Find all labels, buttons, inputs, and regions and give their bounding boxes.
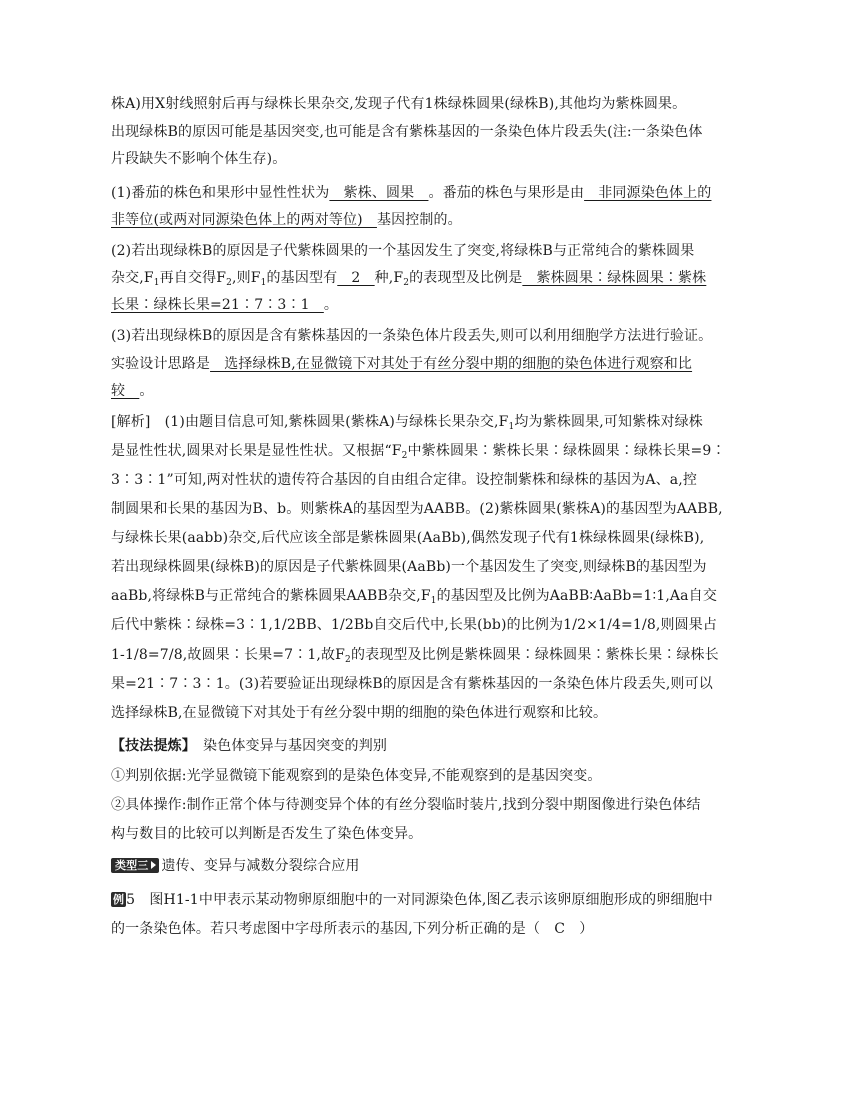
question-2-line: (2)若出现绿株B的原因是子代紫株圆果的一个基因发生了突变,将绿株B与正常纯合的紫株圆果 <box>111 243 695 259</box>
text-line: 株A)用X射线照射后再与绿株长果杂交,发现子代有1株绿株圆果(绿株B),其他均为紫株圆果。 <box>111 96 687 112</box>
question-3-line: 较 。 <box>111 383 154 399</box>
answer-blank: 紫株圆果∶绿株圆果∶紫株 <box>522 270 707 286</box>
tip-heading: 【技法提炼】 染色体变异与基因突变的判别 <box>111 738 388 754</box>
explanation-line: 是显性性状,圆果对长果是显性性状。又根据“$F_2$中紫株圆果∶紫株长果∶绿株圆果∶绿株长果=9∶ <box>111 443 726 461</box>
answer-blank: 非同源染色体上的 <box>584 185 712 201</box>
answer-blank: 2 <box>337 270 375 286</box>
example-line: 例 5 图H1-1中甲表示某动物卵原细胞中的一对同源染色体,图乙表示该卵原细胞形成的卵细胞中 <box>113 892 713 908</box>
type-badge: 类型三 <box>111 858 159 873</box>
question-1-line: (1)番茄的株色和果形中显性性状为 紫株、圆果 。番茄的株色与果形是由 非同源染色体上的 <box>111 185 712 201</box>
answer-blank: 非等位(或两对同源染色体上的两对等位) <box>111 212 377 228</box>
tip-line: ①判别依据:光学显微镜下能观察到的是染色体变异,不能观察到的是基因突变。 <box>111 768 602 784</box>
explanation-line: 后代中紫株∶绿株=3∶1,1/2BB、1/2Bb自交后代中,长果(bb)的比例为1/2×1/4=1/8,则圆果占 <box>111 617 718 633</box>
question-1-line: 非等位(或两对同源染色体上的两对等位) 基因控制的。 <box>111 212 462 228</box>
explanation-line: aaBb,将绿株B与正常纯合的紫株圆果AABB杂交$,F_1$的基因型及比例为AaBB∶AaBb=1∶1,Aa自交 <box>111 588 717 606</box>
text-line: 片段缺失不影响个体生存)。 <box>111 151 287 167</box>
example-badge: 例 <box>113 893 125 906</box>
explanation-line: 选择绿株B,在显微镜下对其处于有丝分裂中期的细胞的染色体进行观察和比较。 <box>111 705 608 721</box>
tip-line: ②具体操作:制作正常个体与待测变异个体的有丝分裂临时装片,找到分裂中期图像进行染色体结 <box>111 797 701 813</box>
text-line: 出现绿株B的原因可能是基因突变,也可能是含有紫株基因的一条染色体片段丢失(注:一条染色体 <box>111 124 703 140</box>
explanation-line: 制圆果和长果的基因为B、b。则紫株A的基因型为AABB。(2)紫株圆果(紫株A)的基因型为AABB, <box>111 501 723 517</box>
explanation-line: 与绿株长果(aabb)杂交,后代应该全部是紫株圆果(AaBb),偶然发现子代有1株绿株圆果(绿株B), <box>111 530 705 546</box>
explanation-line: [解析] (1)由题目信息可知,紫株圆果(紫株A)与绿株长果杂交$,F_1$均为紫株圆果,可知紫株对绿株 <box>111 414 703 432</box>
answer-blank: 长果∶绿株长果=21∶7∶3∶1 <box>111 297 324 313</box>
question-2-line: 杂交$,F_1$再自交得$F_2$,则$F_1$的基因型有 2 种$,F_2$的表现型及比例是 紫株圆果∶绿株圆果∶紫株 <box>111 270 707 288</box>
answer-blank: 较 <box>111 383 140 399</box>
tip-line: 构与数目的比较可以判断是否发生了染色体变异。 <box>111 826 423 842</box>
question-2-line: 长果∶绿株长果=21∶7∶3∶1 。 <box>111 297 338 313</box>
answer-blank: 选择绿株B,在显微镜下对其处于有丝分裂中期的细胞的染色体进行观察和比 <box>210 356 693 372</box>
explanation-line: 1-1/8=7/8,故圆果∶长果=7∶1,故$F_2$的表现型及比例是紫株圆果∶绿株圆果∶紫株长果∶绿株长 <box>111 647 719 665</box>
answer-blank: 紫株、圆果 <box>329 185 429 201</box>
question-3-line: 实验设计思路是 选择绿株B,在显微镜下对其处于有丝分裂中期的细胞的染色体进行观察和比 <box>111 356 693 372</box>
explanation-line: 3∶3∶1”可知,两对性状的遗传符合基因的自由组合定律。设控制紫株和绿株的基因为A、a,控 <box>111 472 697 488</box>
example-line: 的一条染色体。若只考虑图中字母所表示的基因,下列分析正确的是（ C ） <box>111 921 594 937</box>
explanation-line: 若出现绿株圆果(绿株B)的原因是子代紫株圆果(AaBb)一个基因发生了突变,则绿株B的基因型为 <box>111 559 707 575</box>
type-heading: 类型三 遗传、变异与减数分裂综合应用 <box>111 856 360 876</box>
play-triangle-icon <box>151 861 156 869</box>
explanation-line: 果=21∶7∶3∶1。(3)若要验证出现绿株B的原因是含有紫株基因的一条染色体片段丢失,则可以 <box>111 676 713 692</box>
question-3-line: (3)若出现绿株B的原因是含有紫株基因的一条染色体片段丢失,则可以利用细胞学方法进行验证。 <box>111 328 713 344</box>
